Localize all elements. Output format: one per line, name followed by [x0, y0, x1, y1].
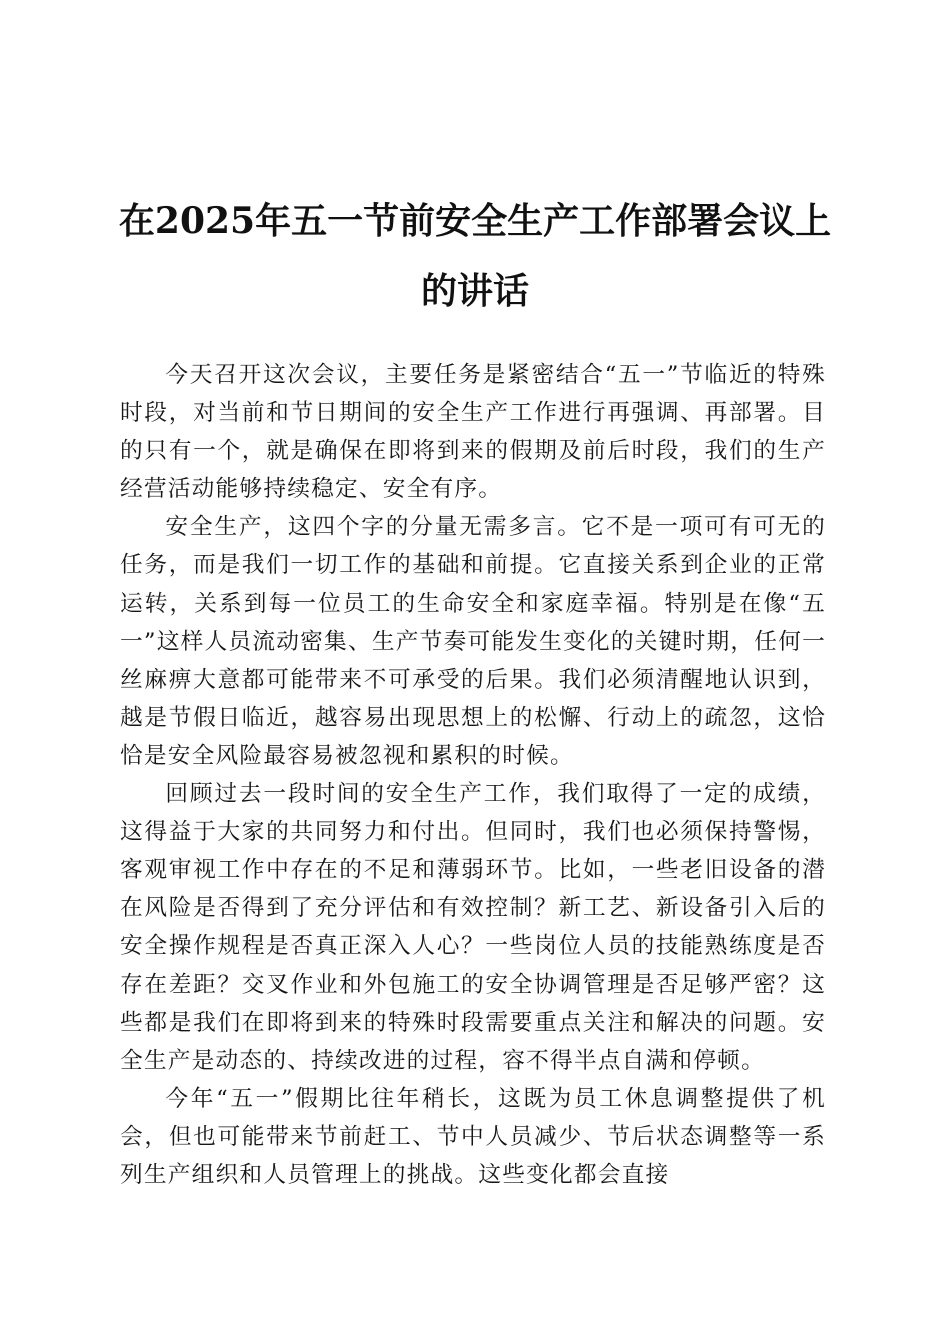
paragraph-3: 回顾过去一段时间的安全生产工作，我们取得了一定的成绩，这得益于大家的共同努力和付出。但同时，我们也必须保持警惕，客观审视工作中存在的不足和薄弱环节。比如，一些老旧设备的潜在风险是否得到了充分评估和有效控制？新工艺、新设备引入后的安全操作规程是否真正深入人心？一些岗位人员的技能熟练度是否存在差距？交叉作业和外包施工的安全协调管理是否足够严密？这些都是我们在即将到来的特殊时段需要重点关注和解决的问题。安全生产是动态的、持续改进的过程，容不得半点自满和停顿。 — [120, 781, 826, 1074]
title-line-1: 在2025年五一节前安全生产工作部署会议上 — [118, 200, 832, 242]
document-title — [118, 186, 832, 326]
title-line-2: 的讲话 — [420, 270, 529, 312]
paragraph-4: 今年“五一”假期比往年稍长，这既为员工休息调整提供了机会，但也可能带来节前赶工、节中人员减少、节后状态调整等一系列生产组织和人员管理上的挑战。这些变化都会直接 — [120, 1085, 826, 1188]
paragraph-1: 今天召开这次会议，主要任务是紧密结合“五一”节临近的特殊时段，对当前和节日期间的安全生产工作进行再强调、再部署。目的只有一个，就是确保在即将到来的假期及前后时段，我们的生产经营活动能够持续稳定、安全有序。 — [120, 362, 826, 503]
document-body — [120, 356, 826, 1194]
paragraph-2: 安全生产，这四个字的分量无需多言。它不是一项可有可无的任务，而是我们一切工作的基础和前提。它直接关系到企业的正常运转，关系到每一位员工的生命安全和家庭幸福。特别是在像“五一”这样人员流动密集、生产节奏可能发生变化的关键时期，任何一丝麻痹大意都可能带来不可承受的后果。我们必须清醒地认识到，越是节假日临近，越容易出现思想上的松懈、行动上的疏忽，这恰恰是安全风险最容易被忽视和累积的时候。 — [120, 514, 826, 769]
